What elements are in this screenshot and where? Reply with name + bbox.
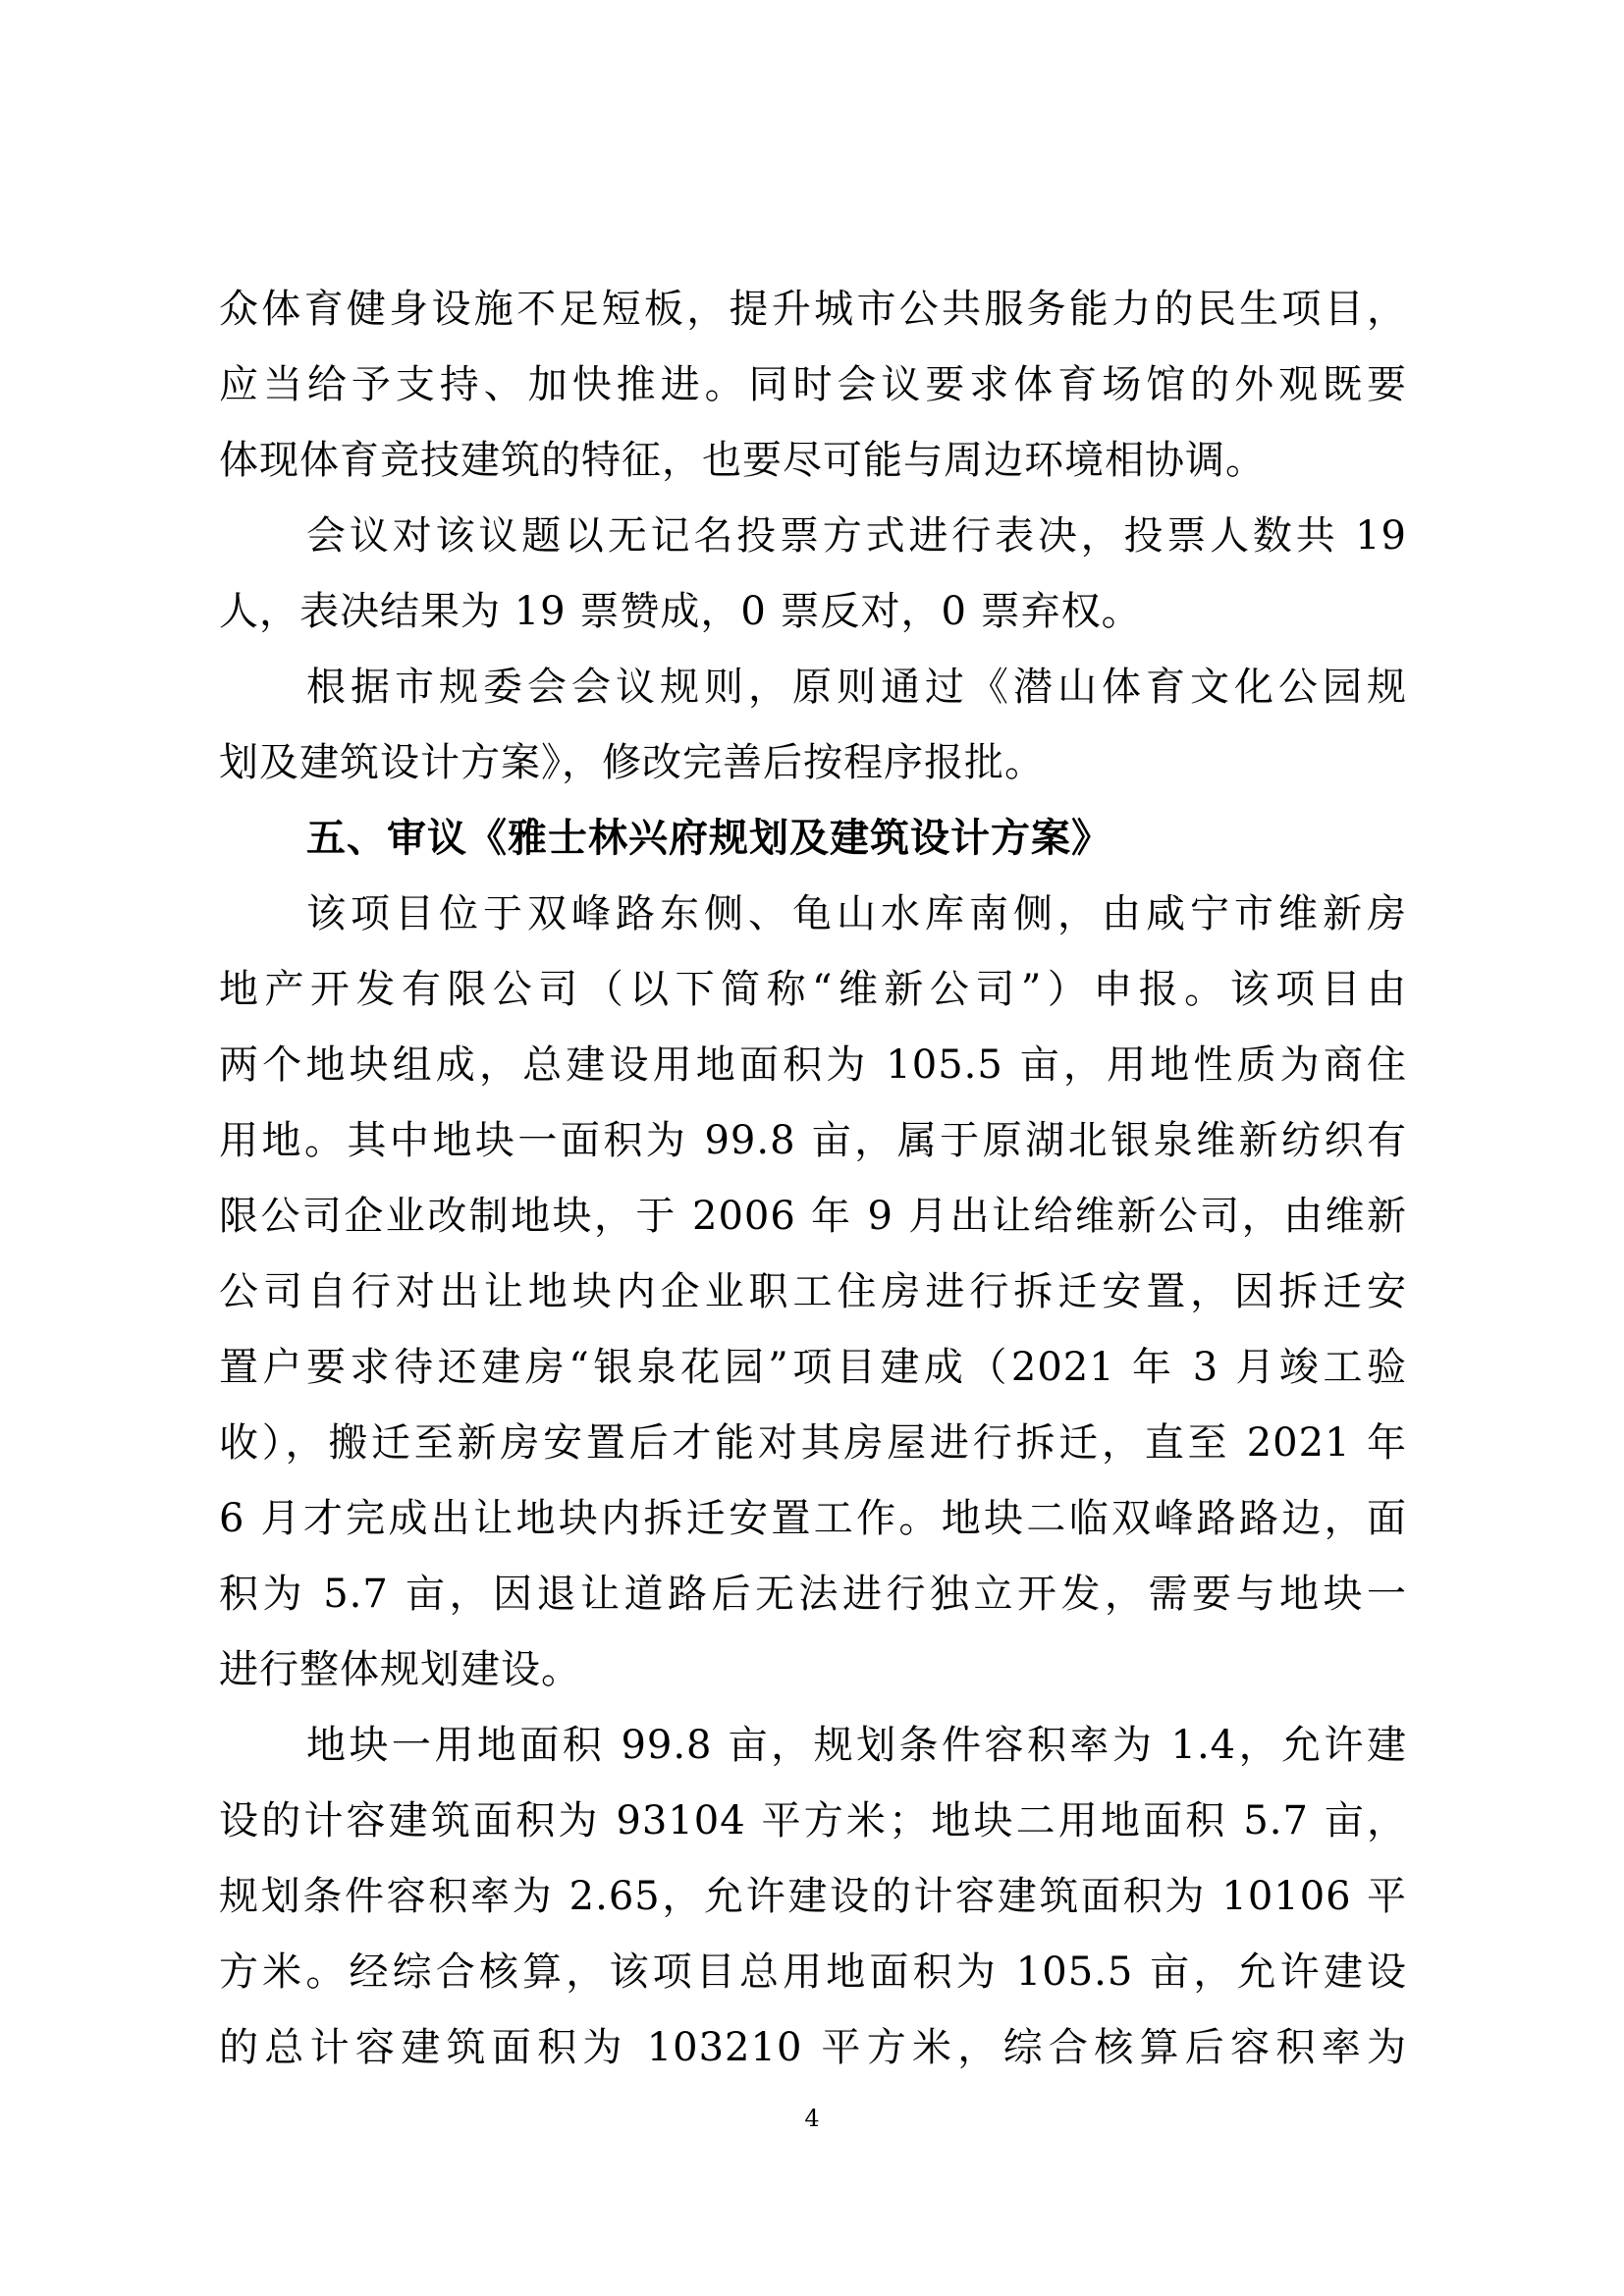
- text-line: 设的计容建筑面积为 93104 平方米；地块二用地面积 5.7 亩，: [219, 1798, 1407, 1843]
- text-line: 地产开发有限公司（以下简称“维新公司”）申报。该项目由: [219, 967, 1407, 1012]
- text-line: 该项目位于双峰路东侧、龟山水库南侧，由咸宁市维新房: [306, 891, 1407, 936]
- text-line: 积为 5.7 亩，因退让道路后无法进行独立开发，需要与地块一: [219, 1572, 1407, 1617]
- text-line: 方米。经综合核算，该项目总用地面积为 105.5 亩，允许建设: [219, 1949, 1407, 1995]
- text-line: 划及建筑设计方案》，修改完善后按程序报批。: [219, 740, 1045, 785]
- text-line: 的总计容建筑面积为 103210 平方米，综合核算后容积率为: [219, 2025, 1407, 2070]
- text-line: 根据市规委会会议规则，原则通过《潜山体育文化公园规: [306, 665, 1407, 710]
- text-line: 规划条件容积率为 2.65，允许建设的计容建筑面积为 10106 平: [219, 1874, 1407, 1919]
- page-number: 4: [804, 2105, 820, 2132]
- text-line: 置户要求待还建房“银泉花园”项目建成（2021 年 3 月竣工验: [219, 1345, 1407, 1390]
- text-line: 进行整体规划建设。: [219, 1647, 581, 1692]
- text-line: 限公司企业改制地块，于 2006 年 9 月出让给维新公司，由维新: [219, 1194, 1407, 1239]
- text-line: 公司自行对出让地块内企业职工住房进行拆迁安置，因拆迁安: [219, 1269, 1407, 1314]
- text-line: 人，表决结果为 19 票赞成，0 票反对，0 票弃权。: [219, 589, 1142, 634]
- text-line: 会议对该议题以无记名投票方式进行表决，投票人数共 19: [306, 513, 1407, 559]
- text-line: 地块一用地面积 99.8 亩，规划条件容积率为 1.4，允许建: [306, 1723, 1407, 1768]
- text-line: 众体育健身设施不足短板，提升城市公共服务能力的民生项目，: [219, 287, 1407, 332]
- text-line: 6 月才完成出让地块内拆迁安置工作。地块二临双峰路路边，面: [219, 1496, 1407, 1541]
- text-line: 体现体育竞技建筑的特征，也要尽可能与周边环境相协调。: [219, 438, 1266, 483]
- text-line: 收），搬迁至新房安置后才能对其房屋进行拆迁，直至 2021 年: [219, 1420, 1407, 1466]
- text-line: 应当给予支持、加快推进。同时会议要求体育场馆的外观既要: [219, 362, 1407, 407]
- text-line: 两个地块组成，总建设用地面积为 105.5 亩，用地性质为商住: [219, 1042, 1407, 1088]
- section-heading: 五、审议《雅士林兴府规划及建筑设计方案》: [306, 816, 1111, 861]
- text-line: 用地。其中地块一面积为 99.8 亩，属于原湖北银泉维新纺织有: [219, 1118, 1407, 1163]
